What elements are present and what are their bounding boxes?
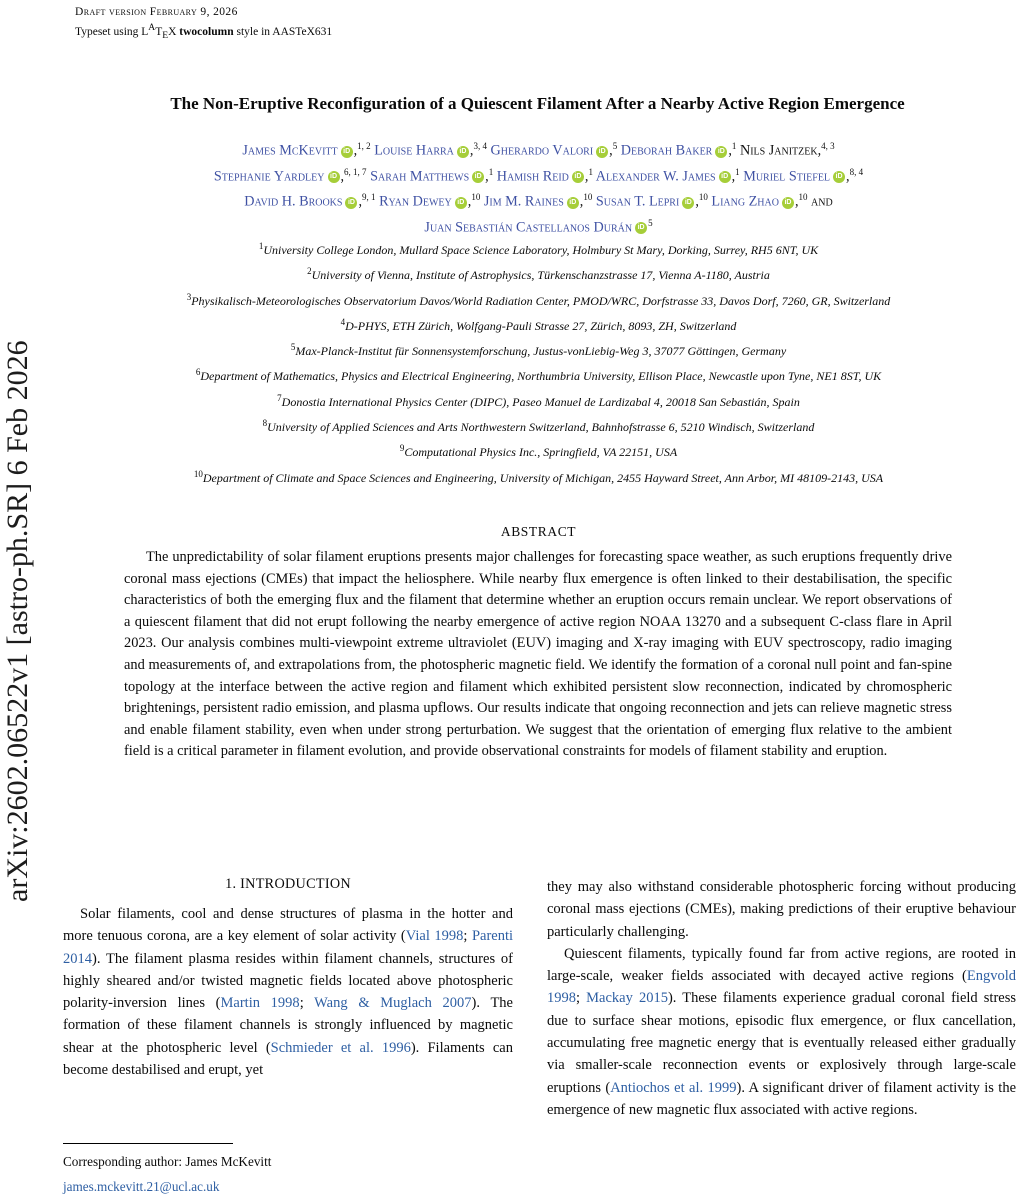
affiliation [60,390,1017,411]
superscript: 9 [399,443,405,454]
orcid-icon[interactable]: iD [719,171,731,183]
orcid-icon[interactable]: iD [782,197,794,209]
superscript: 10 [583,192,593,203]
author-link[interactable]: Gherardo Valori [490,142,594,159]
text-run: Typeset using L [75,25,149,38]
text-run: , [846,168,850,185]
superscript: 2 [307,266,312,277]
left-column [63,876,513,1081]
orcid-icon[interactable]: iD [635,222,647,234]
superscript: 9, 1 [362,192,376,203]
orcid-icon[interactable]: iD [341,146,353,158]
superscript: 10 [193,468,203,479]
text-run: ; [299,995,315,1012]
arxiv-stamp: arXiv:2602.06522v1 [astro-ph.SR] 6 Feb 2026 [1,340,34,902]
orcid-icon[interactable]: iD [472,171,484,183]
right-column [547,876,1016,1121]
text-run: Quiescent filaments, typically found far from active regions, are rooted in large-scale, weaker fields associated with decayed active regions ( [547,945,1016,985]
abstract-heading: ABSTRACT [500,524,577,539]
affiliation [60,238,1017,259]
affiliation-text: Physikalisch-Meteorologisches Observatorium Davos/World Radiation Center, PMOD/WRC, Dorfstrasse 33, Davos Dorf, 7260, GR, Switzerland [191,293,891,308]
author-link[interactable]: Susan T. Lepri [595,193,680,210]
author-link[interactable]: James McKevitt [242,142,338,159]
author-link[interactable]: Jim M. Raines [483,193,564,210]
text-run: , [817,142,822,159]
superscript: 1 [731,141,737,151]
orcid-icon[interactable]: iD [328,171,340,183]
affiliation-text: University College London, Mullard Space Science Laboratory, Holmbury St Mary, Dorking, Surrey, RH5 6NT, UK [263,243,819,257]
superscript: 7 [277,392,282,403]
citation-link[interactable]: Mackay 2015 [586,990,668,1007]
affiliation [60,339,1017,360]
footnote-block [63,1143,513,1195]
text-run: X [168,25,180,38]
text-run: Solar filaments, cool and dense structures of plasma in the hotter and more tenuous corona, are a key element of solar activity ( [63,906,513,945]
orcid-icon[interactable]: iD [572,171,584,183]
affiliation [60,415,1017,436]
author-link[interactable]: Stephanie Yardley [213,168,325,185]
affiliation [60,263,1017,284]
superscript: 8 [262,418,268,429]
citation-link[interactable]: Engvold 1998 [547,968,1016,1007]
text-run: , [731,168,736,185]
affiliation-block [60,238,1017,491]
superscript: 1 [488,166,494,177]
bold-text: twocolumn [179,25,234,38]
superscript: 3, 4 [473,141,487,151]
citation-link[interactable]: Antiochos et al. 1999 [610,1079,737,1096]
text-run: T [155,25,163,38]
superscript: 1 [588,166,593,177]
text-run: , [584,168,589,185]
author-block [60,136,1017,238]
text-run: they may also withstand considerable photospheric forcing without producing coronal mass ejections (CMEs), making predictions of their eruptive behaviour particularly challenging. [547,879,1016,940]
superscript: 1 [258,241,264,251]
orcid-icon[interactable]: iD [833,171,845,183]
orcid-icon[interactable]: iD [715,146,727,158]
intro-paragraph-3 [547,943,1016,1121]
text-run: , [609,142,613,159]
superscript: 10 [471,192,481,203]
orcid-icon[interactable]: iD [567,197,579,209]
draft-version-line: Draft version February 9, 2026 [75,6,238,18]
author-line [60,187,1017,213]
orcid-icon[interactable]: iD [596,146,608,158]
citation-link[interactable]: Schmieder et al. 1996 [270,1039,411,1056]
orcid-icon[interactable]: iD [682,197,694,209]
citation-link[interactable]: Parenti 2014 [63,928,514,967]
superscript: 4, 3 [821,141,835,151]
text-run: ). Filaments can become destabilised and erupt, yet [63,1039,513,1079]
author-link[interactable]: Deborah Baker [620,142,713,159]
text-run: ). The formation of these filament channels is strongly influenced by magnetic shear at the photospheric level ( [63,995,513,1056]
text-run: , [340,168,345,185]
superscript: 1, 2 [357,141,371,151]
text-run: ). The filament plasma resides within filament channels, structures of highly sheared and/or twisted magnetic fields located above photospheric polarity-inversion lines ( [63,950,513,1012]
affiliation [60,364,1017,385]
affiliation-text: Department of Climate and Space Sciences and Engineering, University of Michigan, 2455 Hayward Street, Ann Arbor, MI 48109-2143, USA [202,470,884,485]
superscript: 5 [612,141,618,151]
draft-header [75,5,332,43]
superscript: A [148,22,156,33]
author-link[interactable]: Hamish Reid [496,168,569,185]
affiliation-text: Department of Mathematics, Physics and Electrical Engineering, Northumbria University, Ellison Place, Newcastle upon Tyne, NE1 8ST, UK [200,369,882,384]
affiliation [60,466,1017,487]
author-link[interactable]: Alexander W. James [595,168,716,185]
author-line [60,136,1017,162]
text-run: , [728,142,732,159]
text-run: , [485,168,489,185]
paper-title: The Non-Eruptive Reconfiguration of a Quiescent Filament After a Nearby Active Region Emergence [170,94,905,113]
text-run: , [358,193,363,210]
superscript: 4 [340,316,346,327]
text-run: , [469,142,474,159]
author-link[interactable]: David H. Brooks [244,193,343,210]
text-run: ; [463,928,472,945]
email-link[interactable]: james.mckevitt.21@ucl.ac.uk [63,1179,220,1194]
author-link[interactable]: Juan Sebastián Castellanos Durán [424,219,633,236]
text-run: , [579,193,584,210]
affiliation-text: Donostia International Physics Center (DIPC), Paseo Manuel de Lardizabal 4, 20018 San Sebastián, Spain [281,394,800,409]
text-run: , [794,193,799,210]
author-link[interactable]: Liang Zhao [711,193,779,210]
text-run: , [353,142,358,159]
subscript: E [162,30,169,42]
intro-paragraph-2 [547,876,1016,943]
affiliation-text: Max-Planck-Institut für Sonnensystemforschung, Justus-vonLiebig-Weg 3, 37077 Göttingen, Germany [295,344,787,359]
text-run: ). These filaments experience gradual coronal field stress due to surface shear motions, episodic flux emergence, or flux cancellation, accumulating free magnetic energy that is eventually released either gradually via smaller-scale reconnection events or explosively through large-scale eruptions ( [547,990,1017,1096]
superscript: 10 [698,192,708,203]
author-link[interactable]: Ryan Dewey [379,193,452,210]
author-name: Nils Janitzek [739,142,818,159]
superscript: 5 [290,342,296,353]
superscript: 10 [798,192,808,203]
citation-link[interactable]: Wang & Muglach 2007 [314,995,472,1012]
author-line [60,213,1017,239]
intro-paragraph-1 [63,903,513,1081]
text-run: ; [576,990,587,1007]
superscript: 6, 1, 7 [344,166,367,177]
orcid-icon[interactable]: iD [457,146,469,158]
superscript: 3 [186,291,192,302]
abstract-text: The unpredictability of solar filament eruptions presents major challenges for forecasting space weather, as such eruptions frequently drive coronal mass ejections (CMEs) that impact the heliosphere. While nearby flux emergence is often linked to their destabilisation, the specific characteristics of both the emerging flux and the filament that determine whether an eruption occurs remain unclear. We report observations of a quiescent filament that did not erupt following the nearby emergence of active region NOAA 13270 and a subsequent C-class flare in April 2023. Our analysis combines multi-viewpoint extreme ultraviolet (EUV) imaging and X-ray imaging with EUV spectroscopy, radio imaging and measurements of, and extrapolations from, the photospheric magnetic field. We identify the formation of a coronal null point and fan-spine topology at the interface between the active region and filament which exhibited persistent slow reconnection, indicated by chromospheric brightenings, persistent radio emission, and plasma upflows. Our results indicate that ongoing reconnection and jets can relieve magnetic stress and enable filament stability, even when under strong perturbation. We suggest that the orientation of emerging flux relative to the ambient field is a critical parameter in filament evolution, and provide observational constraints for models of filament stability and eruption. [124,549,952,760]
text-run: and [807,193,833,210]
orcid-icon[interactable]: iD [345,197,357,209]
author-link[interactable]: Louise Harra [374,142,454,159]
citation-link[interactable]: Vial 1998 [405,928,464,945]
text-run: ). A significant driver of filament activity is the emergence of new magnetic flux associated with active regions. [547,1079,1017,1118]
author-line [60,162,1017,188]
typeset-line [75,20,332,43]
text-run: , [695,193,699,210]
affiliation [60,314,1017,335]
corresponding-author-label: Corresponding author: James McKevitt [63,1154,272,1169]
superscript: 6 [195,367,201,378]
superscript: 1 [735,166,740,177]
affiliation-text: University of Applied Sciences and Arts Northwestern Switzerland, Bahnhofstrasse 6, 5210 Windisch, Switzerland [267,420,815,435]
superscript: 5 [648,217,653,228]
affiliation-text: D-PHYS, ETH Zürich, Wolfgang-Pauli Strasse 27, Zürich, 8093, ZH, Switzerland [345,318,737,333]
citation-link[interactable]: Martin 1998 [220,995,300,1012]
footnote-rule [63,1143,233,1144]
text-run: , [467,193,472,210]
affiliation [60,440,1017,461]
affiliation [60,289,1017,310]
section-heading-introduction: 1. INTRODUCTION [225,876,351,892]
author-link[interactable]: Sarah Matthews [370,168,470,185]
orcid-icon[interactable]: iD [455,197,467,209]
text-run: style in AASTeX631 [233,25,333,38]
affiliation-text: Computational Physics Inc., Springfield, VA 22151, USA [404,445,678,460]
author-link[interactable]: Muriel Stiefel [743,168,831,185]
affiliation-text: University of Vienna, Institute of Astrophysics, Türkenschanzstrasse 17, Vienna A-1180, Austria [311,268,770,283]
superscript: 8, 4 [849,166,864,177]
